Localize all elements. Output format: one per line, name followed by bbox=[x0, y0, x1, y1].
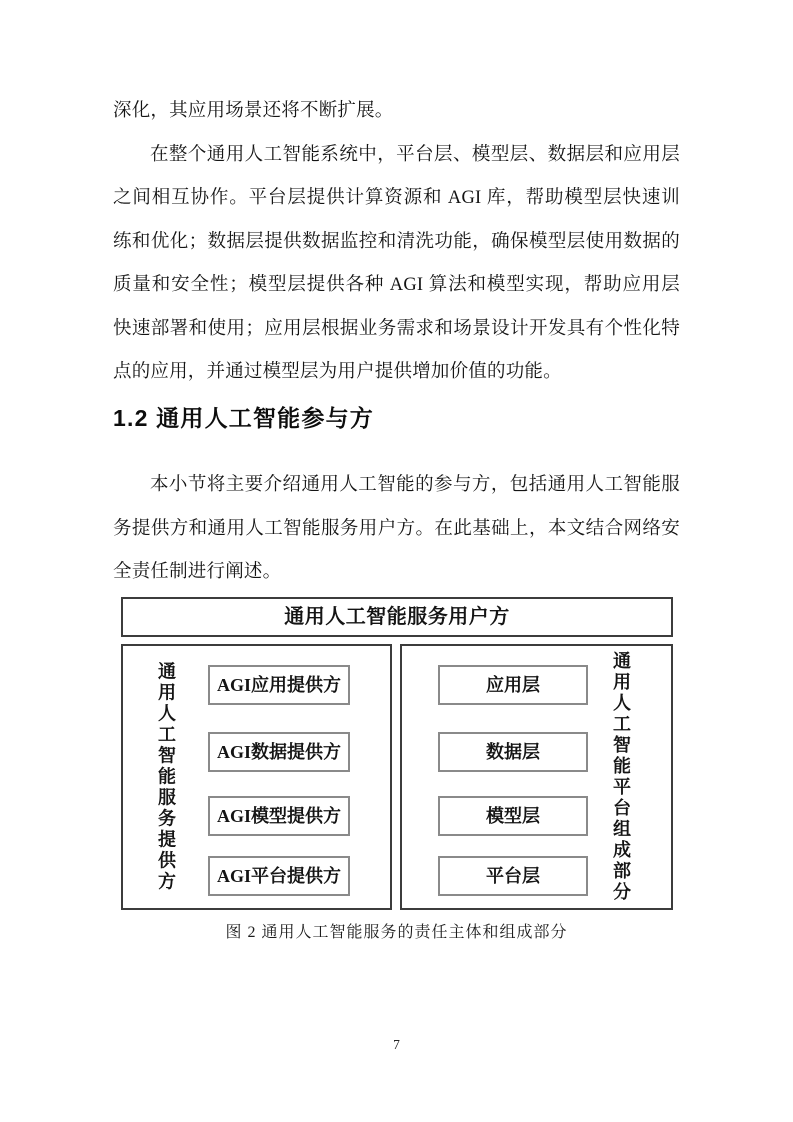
paragraph-line: 快速部署和使用；应用层根据业务需求和场景设计开发具有个性化特 bbox=[113, 318, 680, 339]
provider-box-app: AGI应用提供方 bbox=[208, 665, 350, 705]
provider-box-platform: AGI平台提供方 bbox=[208, 856, 350, 896]
layer-box-data: 数据层 bbox=[438, 732, 588, 772]
platform-vertical-label: 通用人工智能平台组成部分 bbox=[611, 651, 631, 903]
paragraph-line: 本小节将主要介绍通用人工智能的参与方，包括通用人工智能服 bbox=[150, 475, 680, 495]
provider-box-data: AGI数据提供方 bbox=[208, 732, 350, 772]
figure-caption: 图 2 通用人工智能服务的责任主体和组成部分 bbox=[225, 924, 568, 941]
provider-vertical-label: 通用人工智能服务提供方 bbox=[156, 661, 176, 893]
provider-box-model: AGI模型提供方 bbox=[208, 796, 350, 836]
paragraph-line: 之间相互协作。平台层提供计算资源和 AGI 库，帮助模型层快速训 bbox=[113, 188, 680, 208]
figure-diagram bbox=[121, 597, 673, 910]
paragraph-line: 全责任制进行阐述。 bbox=[113, 562, 282, 582]
layer-box-platform: 平台层 bbox=[438, 856, 588, 896]
body-text-top bbox=[113, 90, 680, 395]
paragraph-line: 在整个通用人工智能系统中，平台层、模型层、数据层和应用层 bbox=[150, 144, 680, 165]
section-heading: 1.2 通用人工智能参与方 bbox=[113, 405, 374, 431]
platform-panel bbox=[400, 644, 673, 910]
layer-box-model: 模型层 bbox=[438, 796, 588, 836]
paragraph-line: 点的应用，并通过模型层为用户提供增加价值的功能。 bbox=[113, 362, 562, 382]
provider-panel bbox=[121, 644, 392, 910]
layer-box-application: 应用层 bbox=[438, 665, 588, 705]
paragraph-line: 质量和安全性；模型层提供各种 AGI 算法和模型实现，帮助应用层 bbox=[113, 275, 680, 295]
figure-user-box: 通用人工智能服务用户方 bbox=[121, 597, 673, 637]
paragraph-line: 练和优化；数据层提供数据监控和清洗功能，确保模型层使用数据的 bbox=[113, 231, 680, 252]
paragraph-line: 深化，其应用场景还将不断扩展。 bbox=[113, 101, 394, 121]
page-number: 7 bbox=[393, 1037, 400, 1052]
body-text-participants bbox=[113, 464, 680, 595]
paragraph-line: 务提供方和通用人工智能服务用户方。在此基础上，本文结合网络安 bbox=[113, 518, 680, 539]
